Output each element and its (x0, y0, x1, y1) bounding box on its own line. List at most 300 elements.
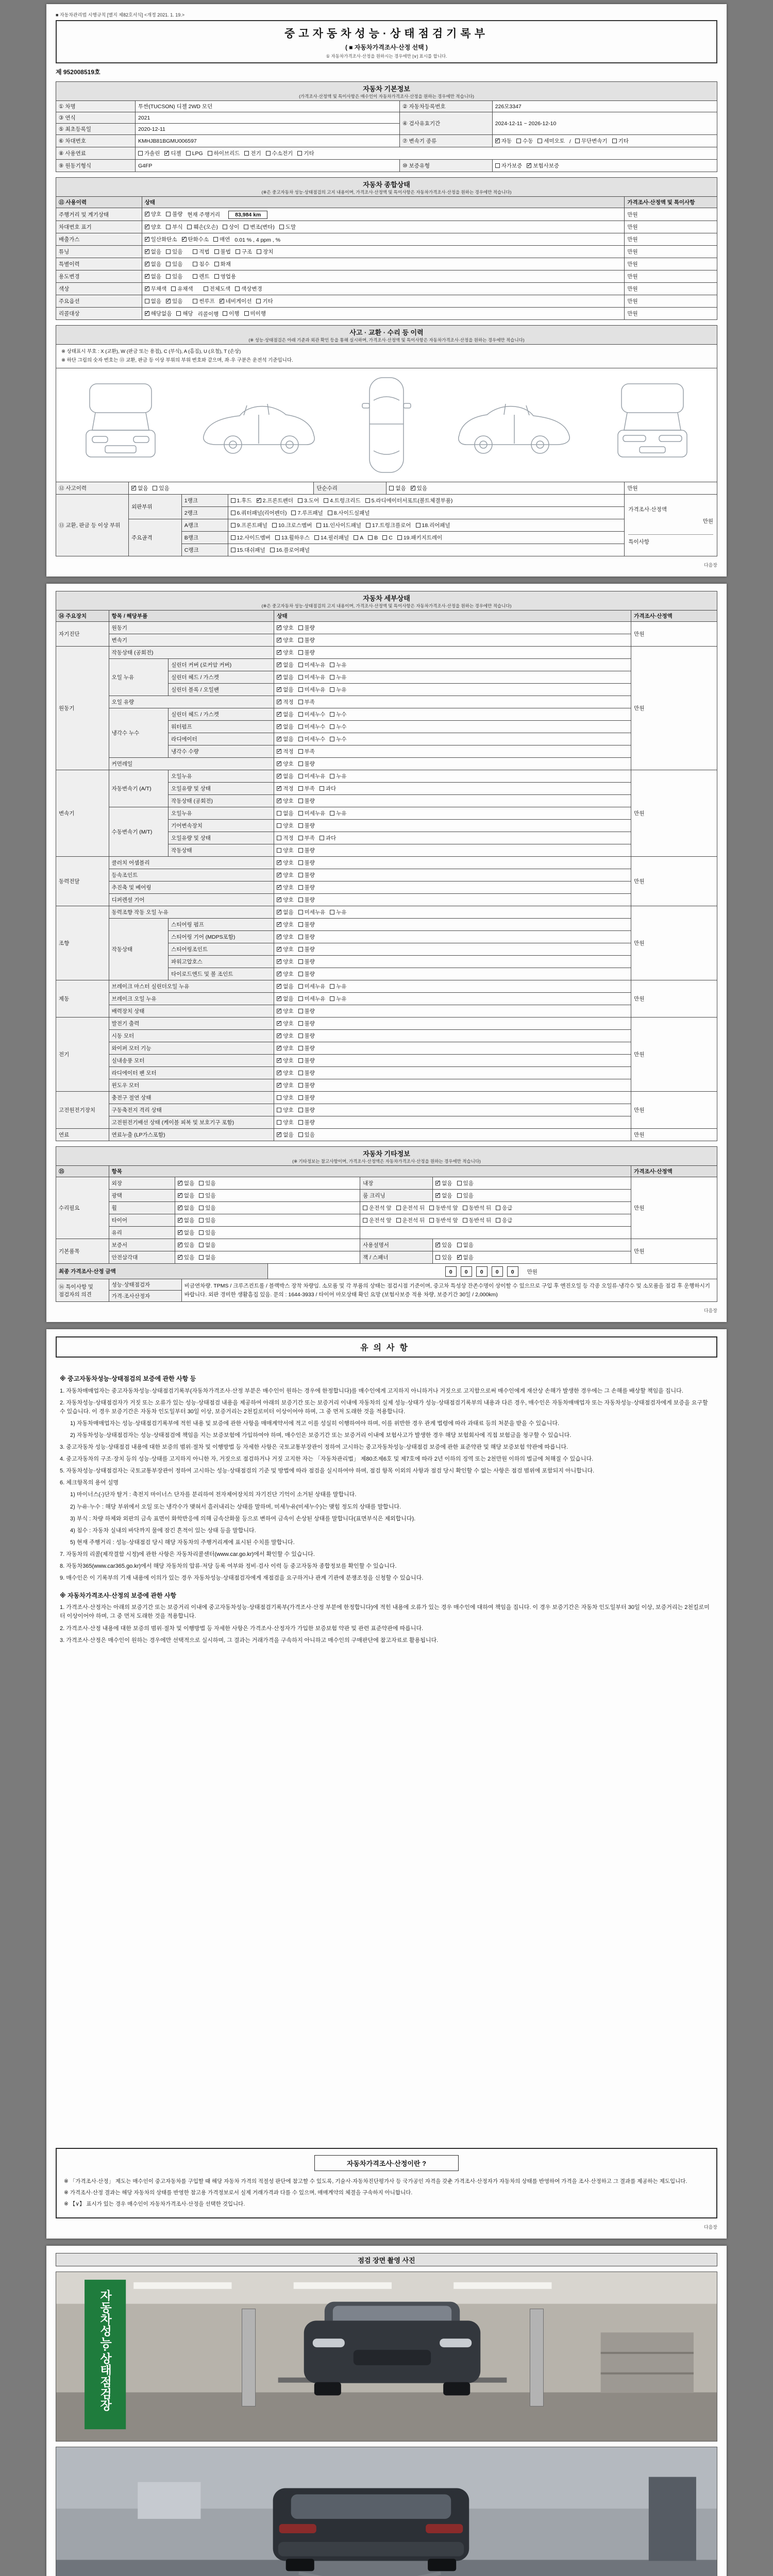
checkbox-icon[interactable] (298, 625, 303, 630)
checkbox-option[interactable] (277, 760, 293, 768)
checkbox-option[interactable] (145, 297, 161, 305)
checkbox-icon[interactable] (199, 1218, 204, 1223)
checkbox-icon[interactable] (244, 311, 249, 316)
checkbox-option[interactable] (277, 859, 293, 867)
checkbox-icon[interactable] (235, 286, 240, 291)
checkbox-option[interactable] (298, 822, 315, 829)
checkbox-checked-icon[interactable] (527, 163, 531, 168)
checkbox-checked-icon[interactable] (131, 486, 136, 490)
checkbox-icon[interactable] (231, 498, 236, 503)
checkbox-option[interactable] (330, 710, 346, 718)
checkbox-option[interactable] (257, 248, 273, 256)
checkbox-icon[interactable] (298, 1083, 303, 1088)
checkbox-checked-icon[interactable] (277, 774, 281, 778)
checkbox-option[interactable] (298, 649, 315, 656)
checkbox-option[interactable] (298, 661, 326, 669)
checkbox-checked-icon[interactable] (457, 1255, 462, 1260)
checkbox-option[interactable] (277, 871, 293, 879)
checkbox-option[interactable] (277, 834, 293, 842)
checkbox-checked-icon[interactable] (277, 700, 281, 704)
checkbox-icon[interactable] (208, 151, 212, 156)
checkbox-option[interactable] (145, 285, 166, 293)
checkbox-option[interactable] (435, 1179, 452, 1187)
checkbox-icon[interactable] (275, 535, 280, 540)
checkbox-option[interactable] (416, 521, 450, 529)
checkbox-option[interactable] (193, 260, 209, 268)
checkbox-option[interactable] (277, 698, 293, 706)
checkbox-icon[interactable] (298, 1021, 303, 1026)
checkbox-checked-icon[interactable] (277, 1058, 281, 1063)
checkbox-checked-icon[interactable] (164, 151, 169, 156)
checkbox-icon[interactable] (612, 139, 617, 143)
checkbox-option[interactable] (298, 1081, 315, 1089)
checkbox-checked-icon[interactable] (277, 1071, 281, 1075)
checkbox-checked-icon[interactable] (178, 1218, 182, 1223)
checkbox-option[interactable] (138, 149, 160, 157)
checkbox-icon[interactable] (297, 151, 302, 156)
checkbox-option[interactable] (328, 509, 370, 517)
checkbox-option[interactable] (176, 310, 193, 317)
checkbox-option[interactable] (435, 1192, 452, 1199)
checkbox-option[interactable] (298, 1020, 315, 1027)
checkbox-option[interactable] (298, 1094, 315, 1101)
checkbox-option[interactable] (277, 896, 293, 904)
checkbox-icon[interactable] (277, 1108, 281, 1112)
checkbox-option[interactable] (270, 546, 310, 554)
checkbox-checked-icon[interactable] (178, 1206, 182, 1210)
checkbox-checked-icon[interactable] (277, 959, 281, 964)
checkbox-option[interactable] (298, 673, 326, 681)
checkbox-checked-icon[interactable] (277, 712, 281, 717)
checkbox-icon[interactable] (396, 1218, 401, 1223)
checkbox-option[interactable] (429, 1216, 458, 1224)
checkbox-option[interactable] (257, 497, 293, 504)
checkbox-icon[interactable] (231, 548, 236, 552)
checkbox-checked-icon[interactable] (178, 1193, 182, 1198)
checkbox-option[interactable] (298, 760, 315, 768)
checkbox-icon[interactable] (166, 274, 171, 279)
checkbox-icon[interactable] (330, 724, 334, 729)
checkbox-icon[interactable] (166, 262, 171, 266)
checkbox-icon[interactable] (204, 286, 208, 291)
checkbox-option[interactable] (457, 1179, 474, 1187)
checkbox-option[interactable] (204, 285, 231, 293)
checkbox-option[interactable] (153, 484, 169, 492)
checkbox-option[interactable] (297, 149, 314, 157)
checkbox-icon[interactable] (429, 1218, 434, 1223)
checkbox-option[interactable] (236, 248, 252, 256)
checkbox-option[interactable] (277, 673, 293, 681)
checkbox-option[interactable] (178, 1216, 194, 1224)
checkbox-checked-icon[interactable] (277, 650, 281, 655)
checkbox-icon[interactable] (298, 799, 303, 803)
checkbox-option[interactable] (178, 1192, 194, 1199)
checkbox-icon[interactable] (298, 1120, 303, 1125)
checkbox-icon[interactable] (330, 737, 334, 741)
checkbox-option[interactable] (223, 223, 239, 231)
checkbox-option[interactable] (231, 509, 287, 517)
checkbox-option[interactable] (298, 945, 315, 953)
checkbox-icon[interactable] (463, 1206, 467, 1210)
checkbox-checked-icon[interactable] (277, 1046, 281, 1050)
checkbox-icon[interactable] (213, 237, 218, 242)
checkbox-icon[interactable] (330, 663, 334, 667)
checkbox-option[interactable] (145, 273, 161, 280)
checkbox-option[interactable] (496, 1204, 512, 1212)
checkbox-checked-icon[interactable] (277, 1083, 281, 1088)
checkbox-checked-icon[interactable] (277, 786, 281, 791)
checkbox-icon[interactable] (298, 1071, 303, 1075)
checkbox-checked-icon[interactable] (277, 984, 281, 989)
checkbox-option[interactable] (411, 484, 427, 492)
checkbox-icon[interactable] (298, 498, 303, 503)
checkbox-option[interactable] (277, 945, 293, 953)
checkbox-option[interactable] (145, 210, 161, 218)
checkbox-option[interactable] (298, 846, 315, 854)
checkbox-icon[interactable] (199, 1206, 204, 1210)
checkbox-icon[interactable] (277, 823, 281, 828)
checkbox-icon[interactable] (193, 299, 197, 303)
checkbox-option[interactable] (298, 785, 315, 792)
checkbox-icon[interactable] (298, 1108, 303, 1112)
checkbox-option[interactable] (279, 223, 296, 231)
checkbox-icon[interactable] (330, 687, 334, 692)
checkbox-icon[interactable] (330, 811, 334, 816)
checkbox-icon[interactable] (363, 1218, 367, 1223)
checkbox-option[interactable] (277, 822, 293, 829)
checkbox-option[interactable] (166, 260, 182, 268)
checkbox-icon[interactable] (231, 523, 236, 528)
checkbox-icon[interactable] (298, 811, 303, 816)
checkbox-option[interactable] (366, 521, 411, 529)
checkbox-icon[interactable] (298, 1058, 303, 1063)
checkbox-option[interactable] (277, 908, 293, 916)
checkbox-option[interactable] (298, 797, 315, 805)
checkbox-option[interactable] (277, 1131, 293, 1139)
checkbox-option[interactable] (193, 297, 214, 305)
checkbox-option[interactable] (277, 785, 293, 792)
checkbox-option[interactable] (298, 1032, 315, 1040)
checkbox-option[interactable] (298, 698, 315, 706)
checkbox-option[interactable] (171, 285, 193, 293)
checkbox-option[interactable] (396, 1204, 425, 1212)
checkbox-icon[interactable] (298, 749, 303, 754)
checkbox-option[interactable] (277, 884, 293, 891)
checkbox-icon[interactable] (138, 151, 143, 156)
checkbox-option[interactable] (166, 210, 182, 218)
checkbox-option[interactable] (277, 735, 293, 743)
checkbox-icon[interactable] (298, 1046, 303, 1050)
checkbox-checked-icon[interactable] (277, 663, 281, 667)
checkbox-option[interactable] (277, 1094, 293, 1101)
checkbox-icon[interactable] (214, 249, 219, 254)
checkbox-option[interactable] (277, 1057, 293, 1064)
checkbox-icon[interactable] (153, 486, 157, 490)
checkbox-icon[interactable] (298, 1033, 303, 1038)
checkbox-option[interactable] (527, 162, 559, 170)
checkbox-option[interactable] (330, 982, 346, 990)
checkbox-icon[interactable] (272, 523, 277, 528)
checkbox-option[interactable] (298, 748, 315, 755)
checkbox-option[interactable] (277, 1020, 293, 1027)
checkbox-option[interactable] (277, 982, 293, 990)
checkbox-icon[interactable] (277, 848, 281, 853)
checkbox-option[interactable] (298, 624, 315, 632)
checkbox-option[interactable] (186, 150, 203, 157)
checkbox-option[interactable] (368, 535, 378, 541)
checkbox-option[interactable] (178, 1204, 194, 1212)
checkbox-option[interactable] (277, 1069, 293, 1077)
checkbox-icon[interactable] (298, 935, 303, 939)
checkbox-icon[interactable] (316, 523, 321, 528)
checkbox-checked-icon[interactable] (411, 486, 415, 490)
checkbox-option[interactable] (208, 149, 240, 157)
checkbox-icon[interactable] (396, 1206, 401, 1210)
checkbox-option[interactable] (320, 785, 336, 792)
checkbox-icon[interactable] (298, 638, 303, 642)
checkbox-option[interactable] (389, 484, 406, 492)
checkbox-checked-icon[interactable] (178, 1230, 182, 1235)
checkbox-option[interactable] (178, 1241, 194, 1249)
checkbox-option[interactable] (457, 1192, 474, 1199)
checkbox-checked-icon[interactable] (277, 996, 281, 1001)
checkbox-option[interactable] (275, 534, 310, 541)
checkbox-option[interactable] (277, 1081, 293, 1089)
checkbox-icon[interactable] (266, 151, 271, 156)
checkbox-checked-icon[interactable] (435, 1181, 440, 1185)
checkbox-option[interactable] (298, 921, 315, 928)
checkbox-icon[interactable] (298, 836, 303, 840)
checkbox-option[interactable] (457, 1253, 474, 1261)
checkbox-icon[interactable] (277, 1120, 281, 1125)
checkbox-option[interactable] (330, 735, 346, 743)
checkbox-icon[interactable] (397, 535, 402, 540)
checkbox-icon[interactable] (277, 1095, 281, 1100)
checkbox-checked-icon[interactable] (277, 749, 281, 754)
checkbox-icon[interactable] (214, 274, 219, 279)
checkbox-checked-icon[interactable] (277, 922, 281, 927)
checkbox-option[interactable] (429, 1204, 458, 1212)
checkbox-option[interactable] (277, 649, 293, 656)
checkbox-option[interactable] (214, 248, 231, 256)
checkbox-option[interactable] (298, 1057, 315, 1064)
checkbox-icon[interactable] (298, 700, 303, 704)
checkbox-icon[interactable] (256, 299, 261, 303)
checkbox-option[interactable] (213, 235, 230, 243)
checkbox-icon[interactable] (298, 724, 303, 729)
checkbox-icon[interactable] (231, 535, 236, 540)
checkbox-option[interactable] (298, 735, 326, 743)
checkbox-icon[interactable] (298, 860, 303, 865)
checkbox-option[interactable] (298, 982, 326, 990)
checkbox-icon[interactable] (457, 1181, 462, 1185)
checkbox-option[interactable] (396, 1216, 425, 1224)
checkbox-option[interactable] (277, 797, 293, 805)
checkbox-icon[interactable] (298, 910, 303, 914)
checkbox-option[interactable] (223, 310, 239, 317)
checkbox-icon[interactable] (314, 535, 319, 540)
checkbox-checked-icon[interactable] (277, 761, 281, 766)
checkbox-option[interactable] (164, 149, 181, 157)
checkbox-checked-icon[interactable] (166, 299, 171, 303)
checkbox-checked-icon[interactable] (277, 947, 281, 952)
checkbox-checked-icon[interactable] (277, 1132, 281, 1137)
checkbox-option[interactable] (277, 933, 293, 941)
checkbox-icon[interactable] (187, 225, 192, 229)
checkbox-option[interactable] (435, 1253, 452, 1261)
checkbox-icon[interactable] (186, 151, 191, 156)
checkbox-option[interactable] (231, 497, 252, 504)
checkbox-icon[interactable] (463, 1218, 467, 1223)
checkbox-icon[interactable] (298, 663, 303, 667)
checkbox-icon[interactable] (166, 225, 171, 229)
checkbox-checked-icon[interactable] (182, 237, 187, 242)
checkbox-option[interactable] (298, 1131, 315, 1139)
checkbox-option[interactable] (193, 273, 209, 280)
checkbox-option[interactable] (298, 686, 326, 693)
checkbox-option[interactable] (495, 162, 523, 170)
checkbox-icon[interactable] (298, 885, 303, 890)
checkbox-icon[interactable] (516, 139, 521, 143)
checkbox-option[interactable] (330, 723, 346, 731)
checkbox-option[interactable] (298, 859, 315, 867)
checkbox-option[interactable] (214, 260, 231, 268)
checkbox-checked-icon[interactable] (145, 311, 149, 316)
checkbox-checked-icon[interactable] (178, 1181, 182, 1185)
checkbox-icon[interactable] (435, 1255, 440, 1260)
checkbox-checked-icon[interactable] (145, 262, 149, 266)
checkbox-option[interactable] (330, 661, 346, 669)
checkbox-option[interactable] (298, 809, 326, 817)
checkbox-option[interactable] (298, 995, 326, 1003)
checkbox-icon[interactable] (298, 959, 303, 964)
checkbox-icon[interactable] (298, 786, 303, 791)
checkbox-option[interactable] (277, 772, 293, 780)
checkbox-icon[interactable] (244, 225, 248, 229)
checkbox-option[interactable] (244, 149, 261, 157)
checkbox-option[interactable] (298, 1118, 315, 1126)
checkbox-icon[interactable] (291, 511, 296, 515)
checkbox-icon[interactable] (193, 249, 197, 254)
checkbox-option[interactable] (277, 710, 293, 718)
checkbox-icon[interactable] (429, 1206, 434, 1210)
checkbox-icon[interactable] (328, 511, 332, 515)
checkbox-icon[interactable] (277, 836, 281, 840)
checkbox-checked-icon[interactable] (145, 274, 149, 279)
checkbox-icon[interactable] (277, 811, 281, 816)
checkbox-icon[interactable] (298, 737, 303, 741)
checkbox-option[interactable] (298, 958, 315, 965)
checkbox-option[interactable] (435, 1241, 452, 1249)
checkbox-checked-icon[interactable] (435, 1243, 440, 1247)
checkbox-icon[interactable] (496, 1218, 500, 1223)
checkbox-option[interactable] (145, 235, 177, 243)
checkbox-option[interactable] (382, 535, 393, 541)
checkbox-option[interactable] (397, 534, 442, 541)
checkbox-option[interactable] (316, 521, 361, 529)
checkbox-option[interactable] (298, 1106, 315, 1114)
checkbox-option[interactable] (354, 535, 363, 541)
checkbox-option[interactable] (231, 546, 265, 554)
checkbox-option[interactable] (330, 995, 346, 1003)
checkbox-icon[interactable] (382, 535, 387, 540)
checkbox-option[interactable] (266, 149, 293, 157)
checkbox-icon[interactable] (171, 286, 176, 291)
checkbox-option[interactable] (145, 260, 161, 268)
checkbox-icon[interactable] (244, 151, 249, 156)
checkbox-icon[interactable] (298, 897, 303, 902)
checkbox-icon[interactable] (193, 274, 197, 279)
checkbox-checked-icon[interactable] (277, 638, 281, 642)
checkbox-icon[interactable] (495, 163, 500, 168)
checkbox-option[interactable] (166, 297, 182, 305)
checkbox-icon[interactable] (320, 836, 324, 840)
checkbox-icon[interactable] (199, 1230, 204, 1235)
checkbox-checked-icon[interactable] (277, 724, 281, 729)
checkbox-icon[interactable] (298, 675, 303, 680)
checkbox-option[interactable] (324, 497, 360, 504)
checkbox-option[interactable] (496, 1216, 512, 1224)
checkbox-option[interactable] (277, 686, 293, 693)
checkbox-icon[interactable] (298, 873, 303, 877)
checkbox-option[interactable] (193, 248, 209, 256)
checkbox-checked-icon[interactable] (277, 873, 281, 877)
checkbox-checked-icon[interactable] (145, 237, 149, 242)
checkbox-icon[interactable] (298, 848, 303, 853)
checkbox-option[interactable] (214, 273, 236, 280)
checkbox-option[interactable] (277, 970, 293, 978)
checkbox-option[interactable] (178, 1229, 194, 1236)
checkbox-icon[interactable] (199, 1181, 204, 1185)
checkbox-option[interactable] (131, 484, 148, 492)
checkbox-option[interactable] (277, 1044, 293, 1052)
checkbox-option[interactable] (495, 137, 512, 145)
checkbox-icon[interactable] (366, 523, 371, 528)
checkbox-option[interactable] (298, 908, 326, 916)
checkbox-checked-icon[interactable] (495, 139, 500, 143)
checkbox-option[interactable] (516, 137, 533, 145)
checkbox-icon[interactable] (324, 498, 328, 503)
checkbox-option[interactable] (277, 958, 293, 965)
checkbox-checked-icon[interactable] (277, 737, 281, 741)
checkbox-icon[interactable] (330, 996, 334, 1001)
checkbox-icon[interactable] (257, 249, 261, 254)
checkbox-option[interactable] (231, 521, 267, 529)
checkbox-checked-icon[interactable] (277, 1033, 281, 1038)
checkbox-icon[interactable] (416, 523, 421, 528)
checkbox-option[interactable] (145, 310, 172, 317)
checkbox-icon[interactable] (298, 1009, 303, 1013)
checkbox-checked-icon[interactable] (145, 249, 149, 254)
checkbox-option[interactable] (277, 1106, 293, 1114)
checkbox-icon[interactable] (193, 262, 197, 266)
checkbox-checked-icon[interactable] (277, 625, 281, 630)
checkbox-icon[interactable] (365, 498, 370, 503)
checkbox-option[interactable] (277, 1007, 293, 1015)
checkbox-option[interactable] (277, 1118, 293, 1126)
checkbox-icon[interactable] (363, 1206, 367, 1210)
checkbox-option[interactable] (298, 834, 315, 842)
checkbox-option[interactable] (463, 1204, 492, 1212)
checkbox-icon[interactable] (214, 262, 219, 266)
checkbox-option[interactable] (166, 248, 182, 256)
checkbox-option[interactable] (199, 1241, 215, 1249)
checkbox-icon[interactable] (145, 299, 149, 303)
checkbox-option[interactable] (298, 1044, 315, 1052)
checkbox-icon[interactable] (457, 1193, 462, 1198)
checkbox-checked-icon[interactable] (145, 286, 149, 291)
checkbox-option[interactable] (187, 223, 218, 231)
